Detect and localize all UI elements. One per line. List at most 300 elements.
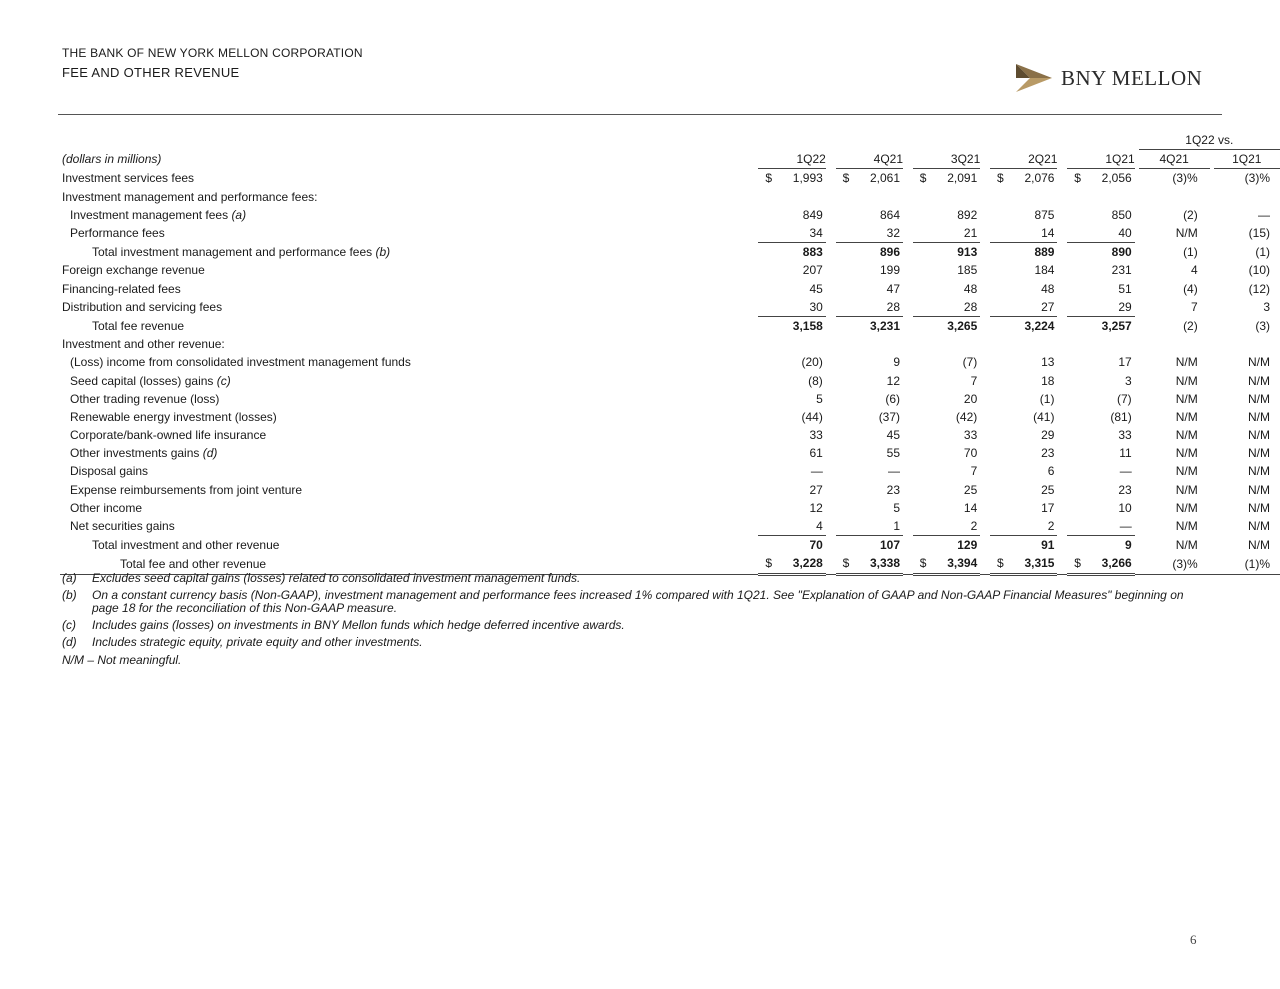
vs-4q21-cell [1139, 335, 1210, 353]
row-label [60, 481, 749, 499]
table-row [60, 462, 1280, 480]
cell-value: 4 [816, 519, 823, 534]
footnote-text: On a constant currency basis (Non-GAAP), investment management and performance fees increased 1% compared with 1Q21. See "Explanation of GAAP and Non-GAAP Financial Measures" beginning on page 18 for the reconciliation of this Non-GAAP measure. [92, 588, 1184, 615]
value-cell [990, 298, 1057, 317]
table-row [60, 335, 1280, 353]
row-label-text: Renewable energy investment (losses) [70, 409, 277, 424]
cell-value: 9 [1125, 538, 1132, 553]
cell-value: 850 [1111, 207, 1132, 222]
currency-symbol: $ [842, 556, 850, 571]
row-label [60, 316, 749, 335]
cell-value: 25 [963, 482, 978, 497]
cell-value: — [1119, 464, 1132, 479]
row-label-text: Other investments gains [70, 446, 200, 461]
cell-value: (7) [962, 355, 978, 370]
cell-value: 17 [1118, 355, 1132, 370]
value-cell [758, 371, 825, 389]
value-cell [836, 206, 903, 224]
row-label [60, 224, 749, 243]
cell-value: 28 [886, 299, 901, 314]
value-cell [836, 462, 903, 480]
cell-value: 25 [1041, 482, 1055, 497]
row-label [60, 462, 749, 480]
row-label [60, 517, 749, 536]
row-label [60, 499, 749, 517]
row-label-text: Total investment and other revenue [92, 537, 280, 552]
table-row [60, 298, 1280, 317]
row-label-text: Investment management fees [70, 207, 229, 222]
currency-symbol: $ [1074, 556, 1081, 571]
row-label [60, 444, 749, 462]
cell-value: (6) [885, 391, 901, 406]
column-header: 2Q21 [990, 150, 1057, 169]
value-cell [758, 481, 825, 499]
value-cell [1067, 462, 1134, 480]
vs-4q21-cell: (3)% [1172, 171, 1198, 186]
row-label [60, 261, 749, 279]
value-cell [990, 408, 1057, 426]
cell-value: 18 [1041, 373, 1055, 388]
row-label-text: Distribution and servicing fees [62, 300, 223, 315]
table-row [60, 280, 1280, 298]
value-cell [758, 316, 825, 335]
cell-value: 33 [963, 428, 978, 443]
value-cell [1067, 408, 1134, 426]
value-cell [990, 371, 1057, 389]
value-cell [836, 261, 903, 279]
value-cell [836, 316, 903, 335]
units-label: (dollars in millions) [62, 152, 162, 167]
value-cell [913, 499, 980, 517]
cell-value: 1,993 [792, 171, 823, 186]
vs-column-header: 4Q21 [1139, 150, 1210, 169]
cell-value: (81) [1110, 409, 1132, 424]
vs-1q21-cell: N/M [1248, 391, 1270, 406]
currency-symbol: $ [997, 556, 1004, 571]
cell-value: 231 [1111, 263, 1132, 278]
footnote-ref: (b) [375, 244, 391, 259]
row-label [60, 353, 749, 371]
value-cell [1067, 390, 1134, 408]
table-row [60, 390, 1280, 408]
column-header: 1Q22 [758, 150, 825, 169]
cell-value: 45 [809, 281, 823, 296]
value-cell [836, 169, 903, 188]
footnote [62, 589, 1212, 615]
page-title: FEE AND OTHER REVENUE [62, 65, 240, 80]
value-cell [758, 517, 825, 536]
value-cell [758, 444, 825, 462]
row-label-text: Performance fees [70, 226, 165, 241]
currency-symbol: $ [919, 556, 927, 571]
value-cell [990, 261, 1057, 279]
cell-value: 5 [893, 500, 901, 515]
vs-1q21-cell: (1) [1255, 244, 1270, 259]
value-cell [913, 517, 980, 536]
row-label-text: Expense reimbursements from joint venture [70, 482, 303, 497]
cell-value: 5 [816, 391, 823, 406]
cell-value: 129 [957, 538, 978, 553]
row-label [60, 243, 749, 262]
footnote-key: (c) [62, 618, 76, 632]
cell-value: 10 [1118, 500, 1132, 515]
currency-symbol: $ [1074, 171, 1081, 186]
value-cell [990, 169, 1057, 188]
cell-value: 55 [886, 446, 901, 461]
cell-value: 883 [802, 245, 823, 260]
vs-4q21-cell: N/M [1175, 446, 1198, 461]
value-cell [913, 280, 980, 298]
cell-value: 27 [809, 482, 823, 497]
cell-value: 3,315 [1024, 556, 1055, 571]
vs-4q21-cell: N/M [1175, 226, 1198, 241]
value-cell [1067, 169, 1134, 188]
value-cell [836, 499, 903, 517]
value-cell [836, 408, 903, 426]
cell-value: 34 [809, 226, 823, 241]
cell-value: 185 [957, 263, 978, 278]
cell-value: 47 [886, 281, 901, 296]
cell-value: 2,091 [947, 171, 978, 186]
cell-value: 13 [1041, 355, 1055, 370]
row-label-text: Investment management and performance fees: [62, 189, 318, 204]
vs-1q21-cell: (3)% [1244, 171, 1270, 186]
cell-value: 70 [963, 446, 978, 461]
row-label-text: Net securities gains [70, 519, 175, 534]
value-cell [1067, 298, 1134, 317]
bny-mellon-logo-icon [1014, 62, 1054, 94]
footnote-ref: (c) [216, 373, 231, 388]
cell-value: 29 [1118, 299, 1132, 314]
cell-value: 2,056 [1101, 171, 1132, 186]
row-label [60, 298, 749, 317]
vs-4q21-cell: (4) [1183, 281, 1198, 296]
cell-value: 40 [1118, 226, 1132, 241]
value-cell [758, 408, 825, 426]
vs-1q21-cell: N/M [1248, 464, 1270, 479]
value-cell [913, 206, 980, 224]
value-cell [836, 371, 903, 389]
value-cell [758, 298, 825, 317]
vs-1q21-cell: (15) [1248, 226, 1270, 241]
cell-value: 14 [963, 500, 978, 515]
row-label [60, 206, 749, 224]
vs-1q21-cell: (10) [1248, 263, 1270, 278]
vs-1q21-cell: N/M [1248, 519, 1270, 534]
value-cell [913, 298, 980, 317]
value-cell [758, 426, 825, 444]
value-cell [1067, 481, 1134, 499]
cell-value: (8) [808, 373, 823, 388]
footnote-text: Excludes seed capital gains (losses) related to consolidated investment management funds. [92, 571, 581, 585]
row-label-text: (Loss) income from consolidated investment management funds [70, 355, 411, 370]
value-cell [836, 517, 903, 536]
cell-value: 48 [1041, 281, 1055, 296]
cell-value: 199 [880, 263, 901, 278]
cell-value: 3,394 [947, 556, 978, 571]
value-cell [836, 280, 903, 298]
footnote [62, 636, 1212, 649]
value-cell [758, 169, 825, 188]
row-label-text: Total fee and other revenue [120, 556, 267, 571]
value-cell [758, 536, 825, 555]
cell-value: 27 [1041, 299, 1055, 314]
cell-value: 23 [1118, 482, 1132, 497]
value-cell [836, 188, 903, 206]
table-row [60, 444, 1280, 462]
table-row [60, 517, 1280, 536]
cell-value: 896 [880, 245, 901, 260]
value-cell [1067, 353, 1134, 371]
vs-1q21-cell: (12) [1248, 281, 1270, 296]
table-row [60, 408, 1280, 426]
header-divider [58, 114, 1222, 115]
value-cell [758, 462, 825, 480]
vs-4q21-cell: 4 [1191, 263, 1198, 278]
footnote-key: (d) [62, 635, 77, 649]
cell-value: 184 [1034, 263, 1055, 278]
cell-value: 2 [1047, 519, 1055, 534]
cell-value: — [1119, 519, 1132, 534]
corporation-name: THE BANK OF NEW YORK MELLON CORPORATION [62, 46, 363, 60]
currency-symbol: $ [919, 171, 927, 186]
cell-value: 29 [1041, 428, 1055, 443]
cell-value: 7 [970, 373, 978, 388]
cell-value: 849 [802, 207, 823, 222]
vs-4q21-cell: N/M [1175, 537, 1198, 552]
value-cell [913, 169, 980, 188]
vs-1q21-cell: N/M [1248, 428, 1270, 443]
cell-value: 12 [886, 373, 901, 388]
cell-value: 17 [1041, 500, 1055, 515]
value-cell [1067, 188, 1134, 206]
vs-4q21-cell: N/M [1175, 391, 1198, 406]
vs-column-header: 1Q21 [1214, 150, 1280, 169]
fee-revenue-table [60, 131, 1280, 576]
cell-value: 3,224 [1024, 318, 1055, 333]
comparison-header: 1Q22 vs. [1139, 131, 1280, 150]
value-cell [1067, 243, 1134, 262]
nm-note: N/M – Not meaningful. [62, 653, 182, 667]
footnote [62, 572, 1212, 585]
value-cell [990, 335, 1057, 353]
table-row [60, 499, 1280, 517]
cell-value: 890 [1111, 245, 1132, 260]
value-cell [836, 298, 903, 317]
vs-1q21-cell: N/M [1248, 446, 1270, 461]
cell-value: (37) [878, 409, 901, 424]
footnote-text: Includes strategic equity, private equity and other investments. [92, 635, 423, 649]
row-label-text: Investment services fees [62, 171, 195, 186]
footnote [62, 619, 1212, 632]
value-cell [758, 499, 825, 517]
cell-value: 11 [1119, 446, 1132, 461]
value-cell [913, 481, 980, 499]
cell-value: 7 [970, 464, 978, 479]
vs-1q21-cell: N/M [1248, 537, 1270, 552]
row-label-text: Financing-related fees [62, 281, 181, 296]
value-cell [913, 316, 980, 335]
value-cell [1067, 335, 1134, 353]
vs-4q21-cell: N/M [1175, 409, 1198, 424]
footnote-ref: (d) [202, 446, 218, 461]
table-row [60, 188, 1280, 206]
value-cell [990, 224, 1057, 243]
cell-value: (7) [1117, 391, 1132, 406]
value-cell [990, 280, 1057, 298]
vs-4q21-cell: (1) [1183, 244, 1198, 259]
table-row [60, 169, 1280, 188]
cell-value: (41) [1033, 409, 1055, 424]
cell-value: 3,265 [947, 318, 978, 333]
column-header: 4Q21 [836, 150, 903, 169]
cell-value: 207 [802, 263, 823, 278]
vs-4q21-cell [1139, 188, 1210, 206]
vs-1q21-cell: N/M [1248, 355, 1270, 370]
value-cell [913, 335, 980, 353]
vs-1q21-cell: (1)% [1214, 554, 1280, 574]
cell-value: 107 [880, 538, 901, 553]
vs-1q21-cell: — [1258, 207, 1270, 222]
value-cell [836, 444, 903, 462]
cell-value: 33 [1118, 428, 1132, 443]
cell-value: 6 [1047, 464, 1055, 479]
table-row [60, 243, 1280, 262]
table-row [60, 371, 1280, 389]
value-cell [913, 408, 980, 426]
cell-value: 2,076 [1024, 171, 1055, 186]
row-label [60, 390, 749, 408]
vs-4q21-cell: (3)% [1139, 554, 1210, 574]
value-cell [1067, 280, 1134, 298]
cell-value: 2 [970, 519, 978, 534]
value-cell [1067, 224, 1134, 243]
row-label-text: Corporate/bank-owned life insurance [70, 428, 267, 443]
table-row [60, 353, 1280, 371]
row-label-text: Other trading revenue (loss) [70, 391, 220, 406]
value-cell [758, 188, 825, 206]
value-cell [1067, 517, 1134, 536]
value-cell [990, 481, 1057, 499]
cell-value: 864 [880, 207, 901, 222]
cell-value: (1) [1039, 391, 1055, 406]
vs-4q21-cell: (2) [1183, 318, 1198, 333]
cell-value: 70 [809, 538, 823, 553]
cell-value: 23 [886, 482, 901, 497]
cell-value: — [888, 464, 901, 479]
cell-value: 14 [1041, 226, 1055, 241]
value-cell [836, 536, 903, 555]
cell-value: 30 [809, 299, 823, 314]
vs-4q21-cell: N/M [1175, 373, 1198, 388]
column-header: 1Q21 [1067, 150, 1134, 169]
row-label-text: Other income [70, 500, 143, 515]
vs-4q21-cell: N/M [1175, 464, 1198, 479]
value-cell [913, 390, 980, 408]
footnote-key: (a) [62, 571, 77, 585]
cell-value: 3,266 [1101, 556, 1132, 571]
value-cell [990, 316, 1057, 335]
value-cell [758, 261, 825, 279]
footnote-ref: (a) [231, 207, 247, 222]
value-cell [913, 371, 980, 389]
vs-4q21-cell: N/M [1175, 428, 1198, 443]
logo-text: BNY MELLON [1061, 66, 1203, 90]
vs-1q21-cell: (3) [1255, 318, 1270, 333]
table-row [60, 426, 1280, 444]
cell-value: 9 [893, 355, 901, 370]
cell-value: (42) [955, 409, 978, 424]
row-label [60, 536, 749, 555]
cell-value: 61 [809, 446, 823, 461]
vs-1q21-cell [1214, 188, 1280, 206]
value-cell [990, 499, 1057, 517]
row-label-text: Investment and other revenue: [62, 337, 225, 352]
cell-value: 12 [809, 500, 823, 515]
row-label [60, 188, 749, 206]
cell-value: 32 [886, 226, 901, 241]
value-cell [758, 335, 825, 353]
cell-value: 3 [1125, 373, 1132, 388]
value-cell [913, 353, 980, 371]
value-cell [836, 426, 903, 444]
cell-value: 3,228 [792, 556, 823, 571]
column-header: 3Q21 [913, 150, 980, 169]
vs-4q21-cell: N/M [1175, 500, 1198, 515]
vs-4q21-cell: N/M [1175, 355, 1198, 370]
value-cell [836, 353, 903, 371]
cell-value: 23 [1041, 446, 1055, 461]
vs-1q21-cell [1214, 335, 1280, 353]
value-cell [836, 481, 903, 499]
cell-value: 45 [886, 428, 901, 443]
bny-mellon-logo [1014, 60, 1214, 96]
value-cell [990, 444, 1057, 462]
currency-symbol: $ [765, 171, 773, 186]
row-label [60, 169, 749, 188]
value-cell [913, 188, 980, 206]
table-row [60, 536, 1280, 555]
value-cell [836, 390, 903, 408]
cell-value: 889 [1034, 245, 1055, 260]
value-cell [758, 224, 825, 243]
cell-value: (44) [801, 409, 823, 424]
row-label [60, 371, 749, 389]
value-cell [758, 353, 825, 371]
value-cell [1067, 261, 1134, 279]
value-cell [758, 206, 825, 224]
table-row [60, 481, 1280, 499]
row-label-text: Foreign exchange revenue [62, 263, 205, 278]
value-cell [836, 243, 903, 262]
value-cell [990, 353, 1057, 371]
row-label-text: Total fee revenue [92, 318, 185, 333]
cell-value: 21 [963, 226, 978, 241]
vs-1q21-cell: 3 [1263, 300, 1270, 315]
cell-value: 91 [1041, 538, 1055, 553]
value-cell [1067, 536, 1134, 555]
cell-value: (20) [801, 355, 823, 370]
row-label [60, 408, 749, 426]
value-cell [836, 224, 903, 243]
value-cell [1067, 206, 1134, 224]
row-label [60, 335, 749, 353]
table-row [60, 206, 1280, 224]
row-label-text: Total investment management and performance fees [92, 244, 373, 259]
cell-value: 20 [963, 391, 978, 406]
value-cell [913, 261, 980, 279]
footnote-text: Includes gains (losses) on investments in BNY Mellon funds which hedge deferred incentive awards. [92, 618, 625, 632]
